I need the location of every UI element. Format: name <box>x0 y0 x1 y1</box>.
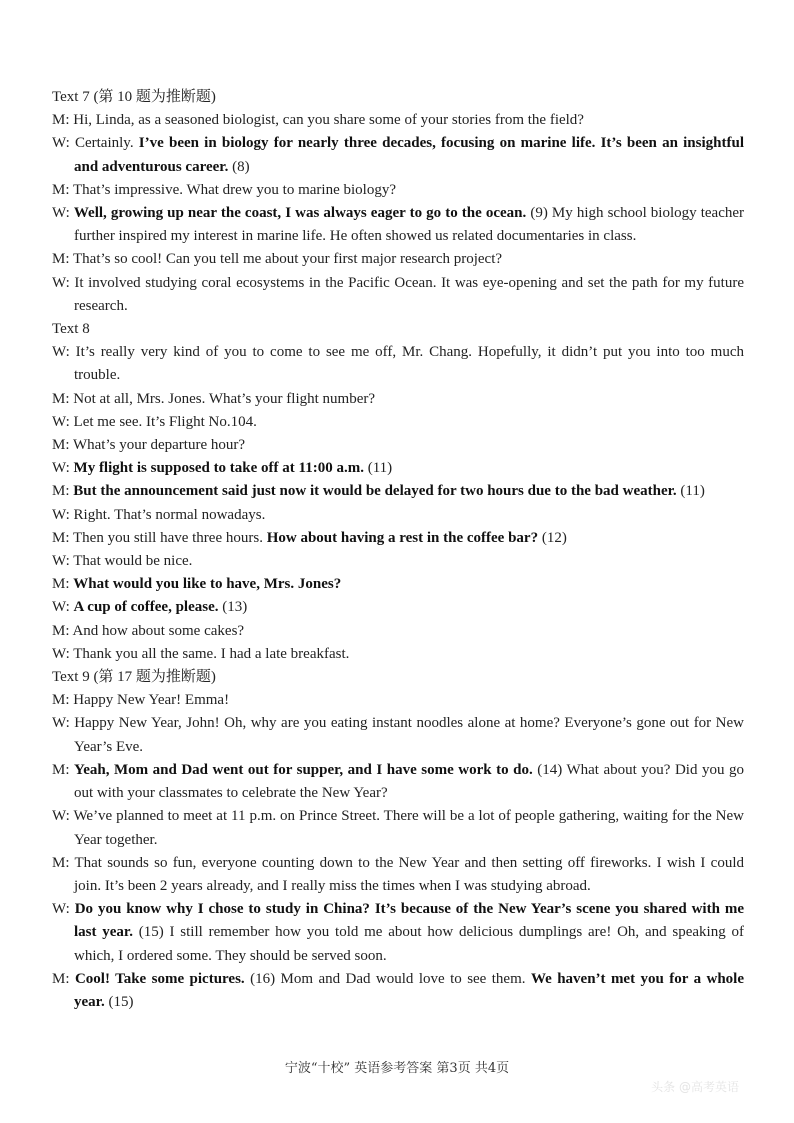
dialogue-line <box>52 689 744 712</box>
dialogue-text: Thank you all the same. I had a late breakfast. <box>69 645 350 662</box>
answer-key-text: How about having a rest in the coffee bar? <box>266 529 539 546</box>
dialogue-line <box>52 573 744 596</box>
answer-key-text: Do you know why I chose to study in China? It’s because of the New Year’s scene you shared with me last year. <box>74 901 744 941</box>
dialogue-text: Certainly. <box>69 135 139 152</box>
speaker-label: M: <box>52 529 70 546</box>
dialogue-text: Happy New Year! Emma! <box>69 692 230 709</box>
answer-key-text: But the announcement said just now it would be delayed for two hours due to the bad weather. <box>73 483 677 500</box>
dialogue-text: (11) <box>363 460 393 477</box>
dialogue-line <box>52 248 744 271</box>
dialogue-text: That’s so cool! Can you tell me about your first major research project? <box>69 251 503 268</box>
dialogue-text: (15) I still remember how you told me about how delicious dumplings are! Oh, and speaking of which, I ordered some. They should be served soon. <box>74 924 744 964</box>
speaker-label: W: <box>52 901 70 918</box>
speaker-label: M: <box>52 576 70 593</box>
answer-key-text: Well, growing up near the coast, I was always eager to go to the ocean. <box>73 205 527 222</box>
dialogue-text: (13) <box>218 599 248 616</box>
answer-key-text: Cool! Take some pictures. <box>74 970 245 987</box>
dialogue-text: Text 9 (第 17 题为推断题) <box>52 669 216 686</box>
dialogue-text: Text 8 <box>52 321 90 338</box>
dialogue-text: Right. That’s normal nowadays. <box>69 506 266 523</box>
speaker-label: M: <box>52 854 70 871</box>
speaker-label: M: <box>52 970 70 987</box>
dialogue-text: (12) <box>538 529 567 546</box>
dialogue-line <box>52 272 744 318</box>
speaker-label: M: <box>52 761 70 778</box>
watermark: 头条 @高考英语 <box>651 1080 739 1094</box>
speaker-label: M: <box>52 390 70 407</box>
section-heading <box>52 318 744 341</box>
speaker-label: M: <box>52 181 70 198</box>
dialogue-line <box>52 852 744 898</box>
speaker-label: W: <box>52 599 70 616</box>
speaker-label: W: <box>52 715 70 732</box>
dialogue-text: Text 7 (第 10 题为推断题) <box>52 89 216 105</box>
document-body <box>52 86 744 1014</box>
speaker-label: W: <box>52 808 70 825</box>
dialogue-line <box>52 179 744 202</box>
speaker-label: M: <box>52 622 70 639</box>
dialogue-line <box>52 527 744 550</box>
dialogue-text: Hi, Linda, as a seasoned biologist, can you share some of your stories from the field? <box>69 112 584 129</box>
dialogue-line <box>52 504 744 527</box>
speaker-label: M: <box>52 251 70 268</box>
dialogue-line <box>52 596 744 619</box>
dialogue-text: It’s really very kind of you to come to see me off, Mr. Chang. Hopefully, it didn’t put you into too much trouble. <box>69 344 744 384</box>
section-heading <box>52 86 744 109</box>
dialogue-text: Not at all, Mrs. Jones. What’s your flight number? <box>69 390 376 407</box>
section-heading <box>52 666 744 689</box>
dialogue-text: That sounds so fun, everyone counting down to the New Year and then setting off fireworks. I wish I could join. It’s been 2 years already, and I really miss the times when I was studying abroad. <box>69 854 744 894</box>
speaker-label: W: <box>52 205 70 222</box>
answer-key-text: A cup of coffee, please. <box>73 599 219 616</box>
speaker-label: W: <box>52 553 70 570</box>
answer-key-text: We haven’t met you for a whole year. <box>74 970 744 1010</box>
dialogue-line <box>52 202 744 248</box>
speaker-label: W: <box>52 645 70 662</box>
dialogue-text: Let me see. It’s Flight No.104. <box>69 413 257 430</box>
dialogue-text: That would be nice. <box>69 553 193 570</box>
dialogue-text: That’s impressive. What drew you to marine biology? <box>69 181 396 198</box>
dialogue-line <box>52 434 744 457</box>
dialogue-line <box>52 109 744 132</box>
dialogue-line <box>52 411 744 434</box>
dialogue-line <box>52 480 744 503</box>
answer-key-text: My flight is supposed to take off at 11:00 a.m. <box>73 460 364 477</box>
dialogue-text: We’ve planned to meet at 11 p.m. on Prince Street. There will be a lot of people gathering, waiting for the New Year together. <box>69 808 744 848</box>
speaker-label: M: <box>52 692 70 709</box>
dialogue-line <box>52 643 744 666</box>
page-footer: 宁波“十校” 英语参考答案 第3页 共4页 <box>284 1061 510 1076</box>
dialogue-line <box>52 388 744 411</box>
dialogue-text: (14) What about you? Did you go out with your classmates to celebrate the New Year? <box>74 761 745 802</box>
answer-key-text: I’ve been in biology for nearly three decades, focusing on marine life. It’s been an insightful and adventurous career. <box>74 135 744 175</box>
dialogue-line <box>52 620 744 643</box>
dialogue-line <box>52 712 744 758</box>
dialogue-text: (16) Mom and Dad would love to see them. <box>244 970 531 987</box>
dialogue-line <box>52 132 744 178</box>
answer-key-text: Yeah, Mom and Dad went out for supper, and I have some work to do. <box>74 761 533 778</box>
answer-key-text: What would you like to have, Mrs. Jones? <box>73 576 342 593</box>
dialogue-text: It involved studying coral ecosystems in the Pacific Ocean. It was eye-opening and set the path for my future research. <box>69 274 744 314</box>
speaker-label: M: <box>52 112 70 129</box>
dialogue-line <box>52 759 744 805</box>
dialogue-text: (9) My high school biology teacher further inspired my interest in marine life. He often showed us related documentaries in class. <box>74 205 745 245</box>
speaker-label: W: <box>52 413 70 430</box>
dialogue-line <box>52 341 744 387</box>
speaker-label: W: <box>52 344 70 361</box>
dialogue-text: (11) <box>676 483 705 500</box>
dialogue-line <box>52 898 744 968</box>
speaker-label: M: <box>52 483 70 500</box>
dialogue-line <box>52 457 744 480</box>
dialogue-text: (8) <box>228 158 250 175</box>
dialogue-text: (15) <box>104 993 134 1010</box>
speaker-label: W: <box>52 460 70 477</box>
speaker-label: M: <box>52 437 70 454</box>
speaker-label: W: <box>52 274 70 291</box>
dialogue-text: Then you still have three hours. <box>69 529 267 546</box>
speaker-label: W: <box>52 506 70 523</box>
dialogue-text: Happy New Year, John! Oh, why are you eating instant noodles alone at home? Everyone’s gone out for New Year’s Eve. <box>69 715 744 755</box>
dialogue-line <box>52 805 744 851</box>
dialogue-text: And how about some cakes? <box>69 622 245 639</box>
speaker-label: W: <box>52 135 70 152</box>
dialogue-text: What’s your departure hour? <box>69 437 246 454</box>
dialogue-line <box>52 550 744 573</box>
dialogue-line <box>52 968 744 1014</box>
